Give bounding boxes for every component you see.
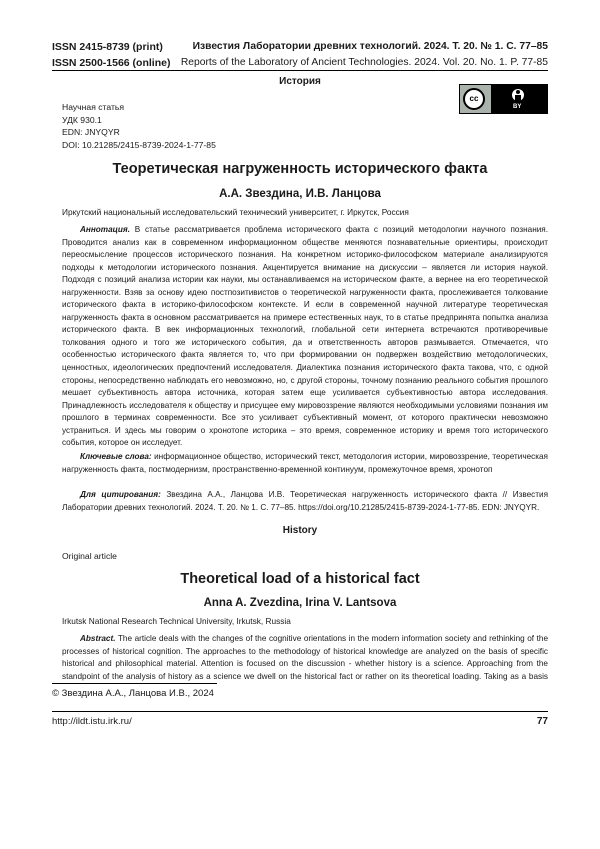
- page-number: 77: [536, 716, 548, 727]
- citation-text-ru: Звездина А.А., Ланцова И.В. Теоретическая нагруженность исторического факта // Известия Лаборатории древних технологий. 2024. Т. 20. № 1. С. 77–85. https://doi.org/10.21285/2415-8739-2024-1-77-85. EDN: JNYQYR.: [62, 490, 549, 512]
- citation-ru: [62, 489, 548, 514]
- authors-en: Anna A. Zvezdina, Irina V. Lantsova: [203, 597, 397, 609]
- journal-url-link[interactable]: http://ildt.istu.irk.ru/: [52, 716, 132, 727]
- cc-by-label: BY: [513, 104, 522, 110]
- article-type-ru: Научная статья: [62, 102, 125, 112]
- article-title-ru: Теоретическая нагруженность исторического факта: [112, 161, 488, 177]
- affiliation-en: Irkutsk National Research Technical University, Irkutsk, Russia: [62, 616, 291, 626]
- article-type-en: Original article: [62, 551, 117, 561]
- header-divider: [52, 70, 548, 71]
- cc-by-license-badge[interactable]: [459, 84, 548, 114]
- citation-label-ru: Для цитирования:: [80, 490, 161, 499]
- edn: EDN: JNYQYR: [62, 127, 120, 137]
- journal-block: [181, 39, 548, 71]
- abstract-text-ru: В статье рассматривается проблема исторического факта с позиций методологии научного познания. Проводится анализ как в современном информационном обществе меняются познавательные ориентиры, происходит переосмысление процессов исторического познания. На конкретном историко-философском материале анализируются подходы к методологии исторического познания. Акцентируется внимание на дискуссии – является ли история наукой. Подходя с позиций анализа истории как науки, мы останавливаемся на историческом факте, а вернее на его теоретической нагруженности. Взяв за основу идею постпозитивистов о теоретической нагруженности факта, прослеживается толкование исторического факта в историко-философском контексте. И если в современной научной литературе теоретическая нагруженность факта в основном рассматривается на примере естественных наук, то в статье предпринята попытка анализа исторического факта. В век информационных технологий, глобальной сети интернета встречаются противоречивые толкования одного и того же исторического события, да и ответственность авторов размывается. Отмечается, что особенностью исторического факта является то, что при формировании он подвержен воздействию методологических, ценностных, идеологических предпочтений исследователя. Диалектика познания исторического факта такова, что, с одной стороны, непосредственно наблюдать его невозможно, но, с другой стороны, точному познанию реального события прошлого мешает субъективность автора источника, которая затем еще усиливается субъективностью автора исследования. Принадлежность исследователя к обществу и присущее ему мировоззрение являются необходимыми условиями познания им прошлого в терминах современности. Все это усиливает субъективный момент, от которого практически невозможно устраниться. И здесь мы говорим о хронотопе историка – это время, современное историку и время того исторического события, которое он исследует.: [62, 225, 548, 448]
- keywords-label-ru: Ключевые слова:: [80, 452, 152, 461]
- section-ru: История: [279, 76, 321, 87]
- abstract-en: [62, 633, 548, 683]
- keywords-text-ru: информационное общество, исторический текст, методология истории, мировоззрение, теоретическая нагруженность факта, постмодернизм, пространственно-временной континуум, промежуточное время, хронотоп: [62, 452, 548, 474]
- attribution-person-icon: [510, 87, 526, 103]
- issn-print: ISSN 2415-8739 (print): [52, 41, 163, 53]
- abstract-label-en: Abstract.: [80, 634, 116, 643]
- copyright: © Звездина А.А., Ланцова И.В., 2024: [52, 688, 214, 699]
- abstract-ru: [62, 224, 548, 450]
- affiliation-ru: Иркутский национальный исследовательский технический университет, г. Иркутск, Россия: [62, 207, 409, 217]
- doi: DOI: 10.21285/2415-8739-2024-1-77-85: [62, 139, 216, 150]
- authors-ru: А.А. Звездина, И.В. Ланцова: [219, 188, 381, 200]
- journal-en: Reports of the Laboratory of Ancient Technologies. 2024. Vol. 20. No. 1. P. 77-85: [180, 57, 548, 68]
- cc-logo-icon: cc: [463, 88, 485, 110]
- article-meta: [62, 101, 216, 151]
- issn-block: [52, 39, 170, 71]
- journal-ru: Известия Лаборатории древних технологий. 2024. Т. 20. № 1. С. 77–85: [192, 41, 548, 52]
- footnote-divider: [52, 683, 217, 684]
- abstract-label-ru: Аннотация.: [80, 225, 131, 234]
- section-en: History: [282, 525, 318, 536]
- footer-divider: [52, 711, 548, 712]
- keywords-ru: [62, 451, 548, 476]
- abstract-text-en: The article deals with the changes of the cognitive orientations in the modern information society and rethinking of the processes of historical cognition. The approaches to the methodology of historical knowledge are analyzed on the basis of specific historical and philosophical material. Attention is focused on the discussion - whether history is a science. Approaching from the standpoint of the analysis of history as a science we dwell on the historical fact or rather on its theoretical loading. Taking as a basis: [62, 634, 548, 681]
- article-title-en: Theoretical load of a historical fact: [180, 571, 420, 587]
- udk: УДК 930.1: [62, 114, 102, 125]
- issn-online: ISSN 2500-1566 (online): [52, 57, 171, 69]
